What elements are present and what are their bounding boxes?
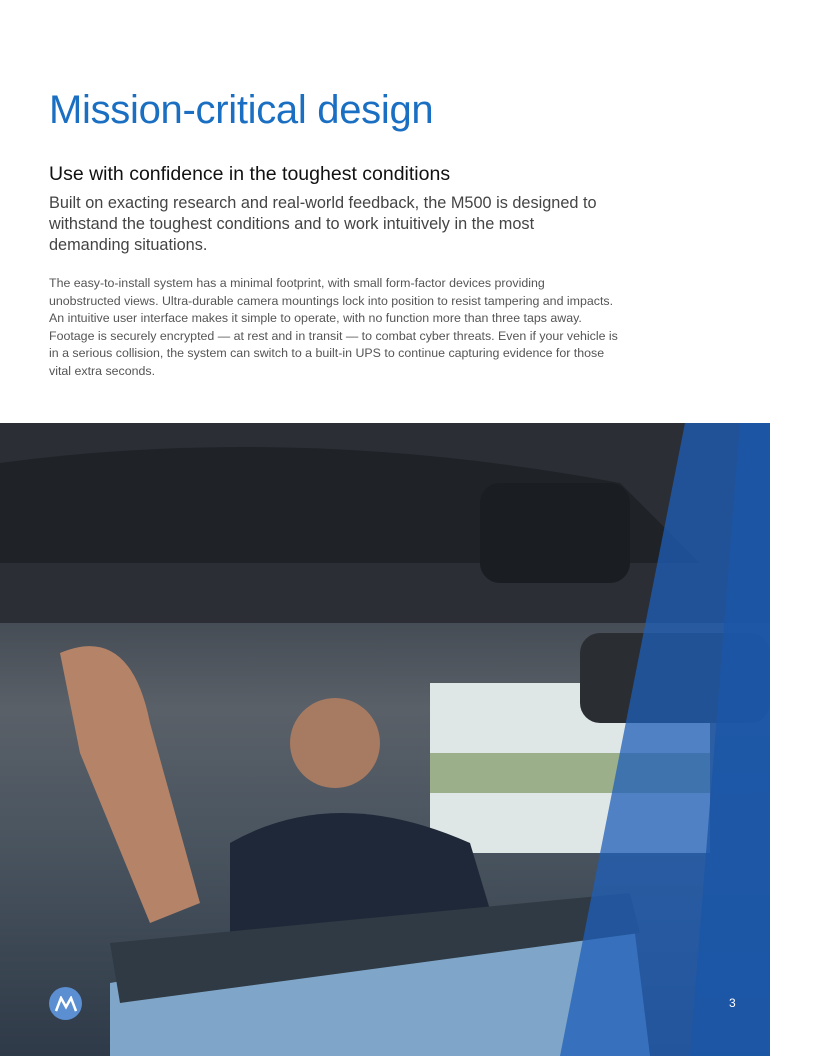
motorola-m-icon: [55, 996, 77, 1012]
body-paragraph: The easy-to-install system has a minimal footprint, with small form-factor devices providing unobstructed views. Ultra-durable camera mountings lock into position to resist tampering and impacts. An intuitive user interface makes it simple to operate, with no function more than three taps away. Footage is securely encrypted — at rest and in transit — to combat cyber threats. Even if your vehicle is in a serious collision, the system can switch to a built-in UPS to continue capturing evidence for those vital extra seconds.: [49, 276, 618, 378]
page-title: Mission-critical design: [49, 88, 434, 132]
page-number: 3: [729, 996, 736, 1010]
page-subtitle: Use with confidence in the toughest conditions: [49, 163, 451, 185]
officer-in-vehicle-photo: [0, 423, 770, 1056]
motorola-logo: [49, 987, 82, 1020]
lead-paragraph: Built on exacting research and real-world feedback, the M500 is designed to withstand the toughest conditions and to work intuitively in the most demanding situations.: [49, 194, 597, 254]
